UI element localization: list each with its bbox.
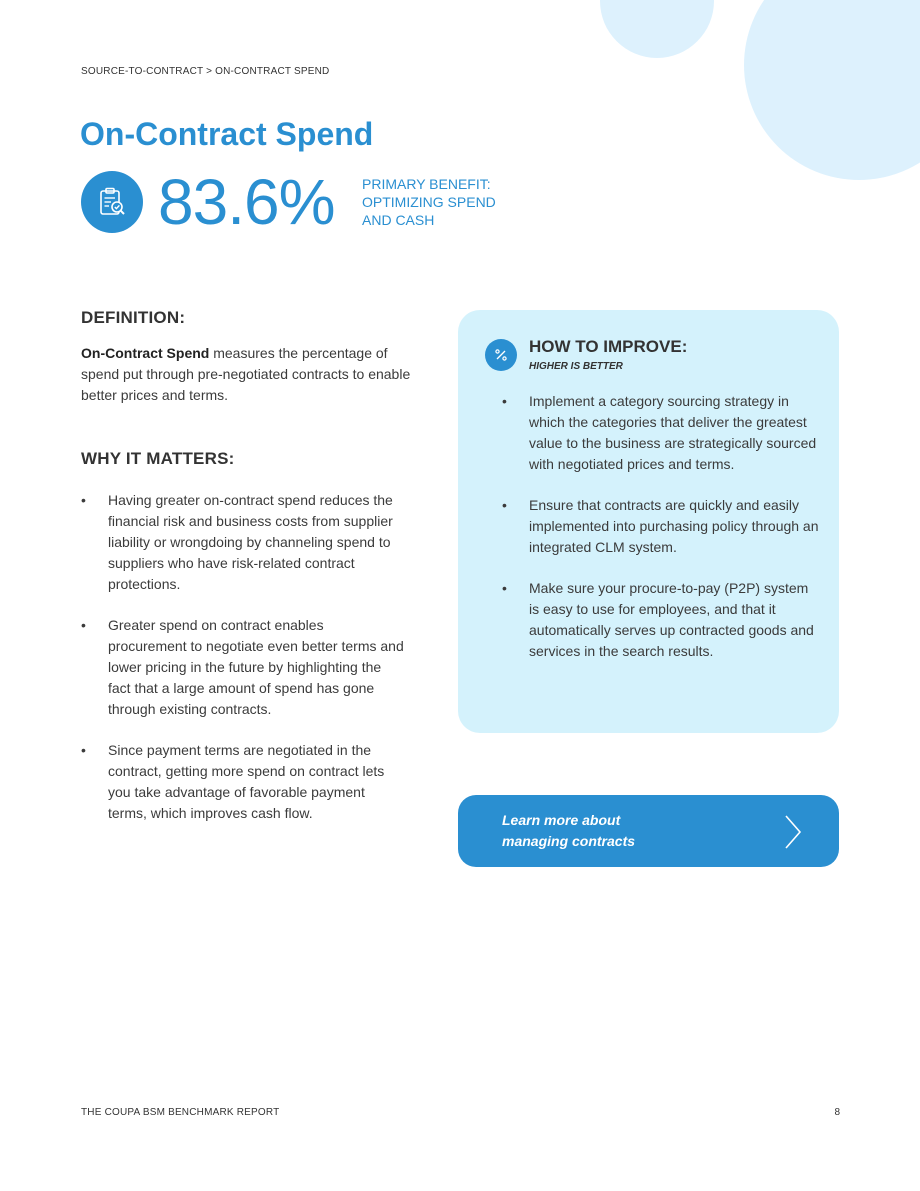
- page-title: On-Contract Spend: [80, 116, 374, 152]
- primary-benefit: [362, 175, 522, 229]
- list-item: • Ensure that contracts are quickly and easily implemented into purchasing policy through an integrated CLM system.: [502, 495, 822, 558]
- learn-more-line-2: managing contracts: [502, 833, 636, 849]
- decorative-circle-small: [600, 0, 714, 58]
- stat-value: 83.6%: [158, 166, 335, 238]
- how-to-improve-panel: [458, 310, 839, 733]
- list-item: • Make sure your procure-to-pay (P2P) system is easy to use for employees, and that it automatically serves up contracted goods and services in the search results.: [502, 578, 822, 662]
- list-item: • Having greater on-contract spend reduces the financial risk and business costs from supplier liability or wrongdoing by channeling spend to suppliers who have risk-related contract protections.: [81, 490, 406, 595]
- improve-heading: HOW TO IMPROVE:: [529, 337, 688, 356]
- page-number: 8: [834, 1107, 840, 1118]
- benefit-line-2: OPTIMIZING SPEND: [362, 194, 496, 210]
- improve-list: [502, 391, 822, 682]
- decorative-circle-large: [744, 0, 920, 180]
- learn-more-label: [502, 810, 702, 852]
- percent-icon: [485, 339, 517, 371]
- clipboard-search-icon: [81, 171, 143, 233]
- list-item: • Since payment terms are negotiated in the contract, getting more spend on contract lets you take advantage of favorable payment terms, which improves cash flow.: [81, 740, 406, 824]
- footer-report-title: THE COUPA BSM BENCHMARK REPORT: [81, 1107, 280, 1118]
- why-heading: WHY IT MATTERS:: [81, 449, 235, 468]
- chevron-right-icon: [783, 814, 803, 850]
- benefit-line-1: PRIMARY BENEFIT:: [362, 176, 491, 192]
- definition-text: [81, 343, 411, 406]
- why-list: [81, 490, 406, 844]
- improve-subheading: HIGHER IS BETTER: [529, 361, 623, 372]
- list-item: • Greater spend on contract enables procurement to negotiate even better terms and lower pricing in the future by highlighting the fact that a large amount of spend has gone through existing contracts.: [81, 615, 406, 720]
- list-item: • Implement a category sourcing strategy in which the categories that deliver the greatest value to the business are strategically sourced with negotiated prices and terms.: [502, 391, 822, 475]
- definition-heading: DEFINITION:: [81, 308, 186, 327]
- definition-term: On-Contract Spend: [81, 345, 210, 361]
- benefit-line-3: AND CASH: [362, 212, 435, 228]
- breadcrumb: SOURCE-TO-CONTRACT > ON-CONTRACT SPEND: [81, 66, 330, 77]
- learn-more-line-1: Learn more about: [502, 812, 621, 828]
- definition-body: measures the percentage of spend put through pre-negotiated contracts to enable better prices and terms.: [81, 345, 411, 403]
- learn-more-button[interactable]: [458, 795, 839, 867]
